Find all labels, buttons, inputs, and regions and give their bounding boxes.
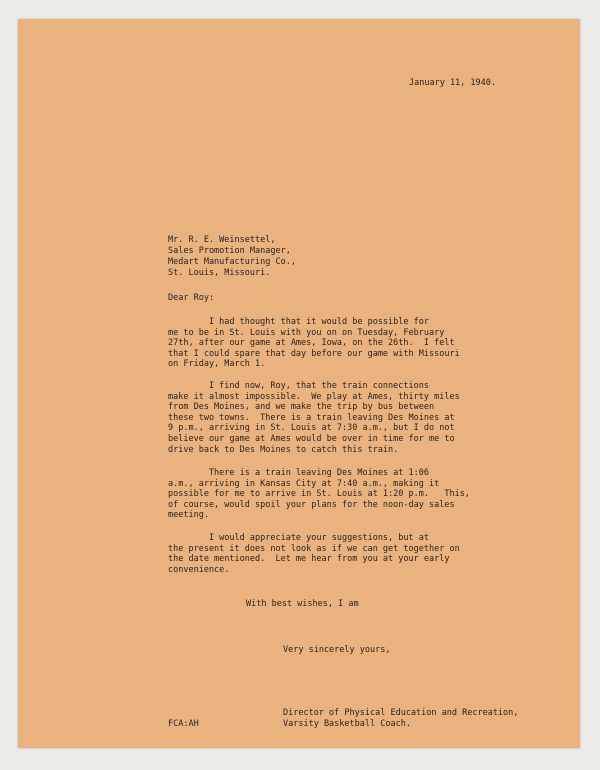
paragraph-3: There is a train leaving Des Moines at 1:06 a.m., arriving in Kansas City at 7:40 a.m., making it possible for me to arrive in St. Louis at 1:20 p.m. This, of course, would spoil your plans for the noon-day sales meeting. <box>168 468 470 521</box>
paragraph-1: I had thought that it would be possible for me to be in St. Louis with you on on Tuesday, February 27th, after our game at Ames, Iowa, on the 26th. I felt that I could spare that day before our game with Missouri on Friday, March 1. <box>168 317 460 370</box>
typist-initials: FCA:AH <box>168 719 199 729</box>
paragraph-2: I find now, Roy, that the train connections make it almost impossible. We play at Ames, thirty miles from Des Moines, and we make the trip by bus between these two towns. There is a train leaving Des Moines at 9 p.m., arriving in St. Louis at 7:30 a.m., but I do not believe our game at Ames would be over in time for me to drive back to Des Moines to catch this train. <box>168 381 460 455</box>
closing-line: With best wishes, I am <box>246 599 359 609</box>
recipient-line-4: St. Louis, Missouri. <box>168 268 271 278</box>
letter-date: January 11, 1940. <box>409 78 496 88</box>
recipient-line-3: Medart Manufacturing Co., <box>168 257 296 267</box>
signer-title: Director of Physical Education and Recreation, Varsity Basketball Coach. <box>283 708 519 729</box>
recipient-line-1: Mr. R. E. Weinsettel, <box>168 235 276 245</box>
signoff: Very sincerely yours, <box>283 645 391 655</box>
paragraph-4: I would appreciate your suggestions, but at the present it does not look as if we can get together on the date mentioned. Let me hear from you at your early convenience. <box>168 533 460 575</box>
salutation: Dear Roy: <box>168 293 215 303</box>
recipient-line-2: Sales Promotion Manager, <box>168 246 291 256</box>
